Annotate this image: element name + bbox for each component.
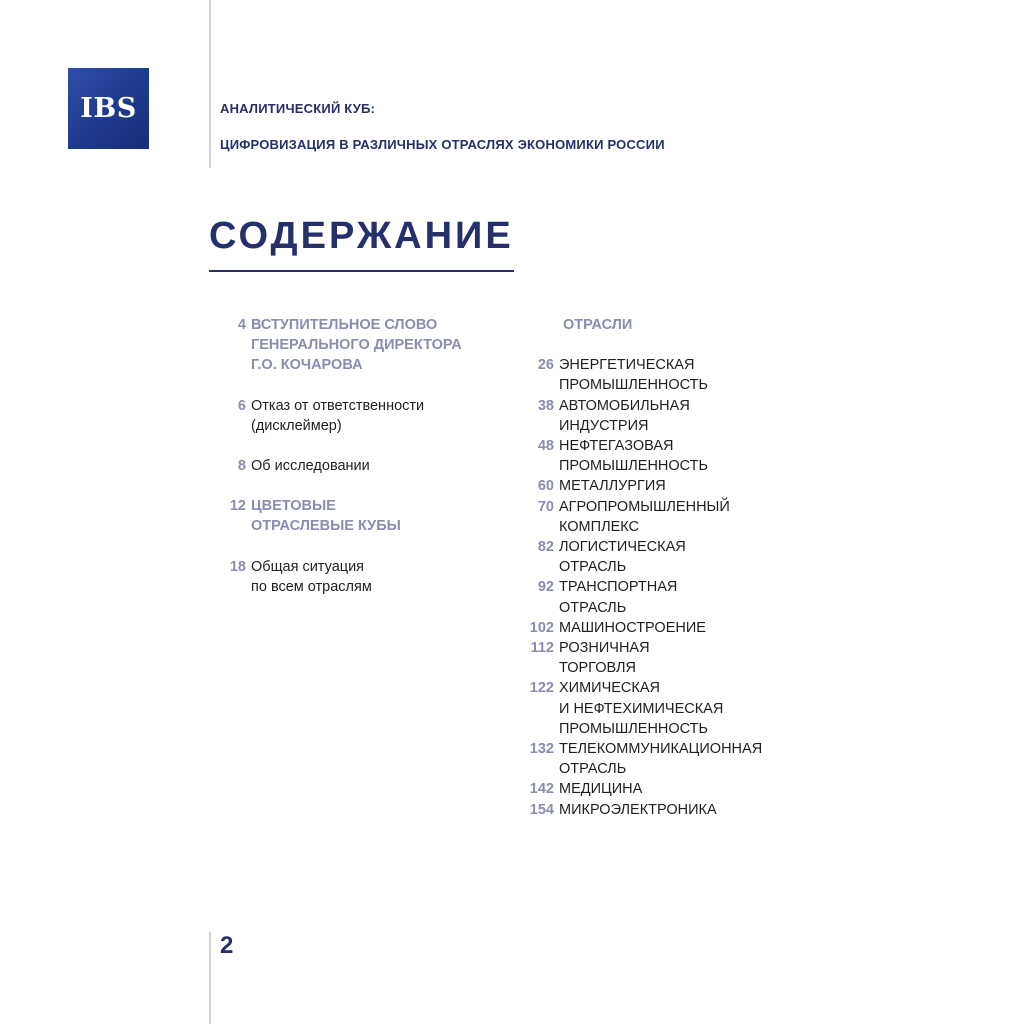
toc-page-number: 48	[537, 438, 554, 454]
toc-entry[interactable]	[522, 800, 822, 820]
toc-entry-title	[251, 315, 462, 376]
toc-page-number: 142	[529, 781, 554, 798]
toc-entry[interactable]	[214, 496, 504, 536]
toc-entry[interactable]	[214, 315, 504, 376]
page-title: СОДЕРЖАНИЕ	[209, 215, 514, 257]
toc-entry-line: (дисклеймер)	[251, 417, 342, 434]
section-title-industries: ОТРАСЛИ	[563, 317, 633, 333]
toc-entry-line: ОТРАСЛЬ	[559, 559, 627, 576]
toc-entry[interactable]	[214, 456, 504, 476]
toc-entry-title	[559, 779, 642, 799]
toc-entry-line: Г.О. КОЧАРОВА	[251, 357, 363, 374]
toc-entry[interactable]	[522, 396, 822, 436]
toc-entry-line: Общая ситуация	[251, 558, 365, 575]
toc-page-number: 70	[537, 498, 554, 515]
toc-page-number: 12	[229, 498, 246, 515]
toc-entry-title	[559, 476, 666, 496]
toc-entry-line: ГЕНЕРАЛЬНОГО ДИРЕКТОРА	[251, 337, 462, 354]
toc-entry-line: ХИМИЧЕСКАЯ	[559, 680, 660, 697]
toc-entry[interactable]	[214, 396, 504, 436]
toc-entry-title	[559, 638, 650, 678]
toc-entry-line: ПРОМЫШЛЕННОСТЬ	[559, 458, 709, 475]
toc-page-number: 8	[237, 458, 246, 475]
logo-text: IBS	[80, 93, 137, 124]
toc-entry-line: МЕТАЛЛУРГИЯ	[559, 478, 666, 495]
toc-entry-line: ТЕЛЕКОММУНИКАЦИОННАЯ	[559, 741, 763, 758]
toc-entry-line: РОЗНИЧНАЯ	[559, 640, 650, 657]
toc-entry-line: МАШИНОСТРОЕНИЕ	[559, 619, 706, 636]
toc-entry-line: Отказ от ответственности	[251, 397, 425, 414]
toc-entry-title	[559, 678, 723, 739]
toc-entry-line: Об исследовании	[251, 458, 370, 475]
toc-entry-line: ПРОМЫШЛЕННОСТЬ	[559, 720, 709, 737]
entry-gap	[214, 476, 504, 496]
toc-entry-line: по всем отраслям	[251, 578, 372, 595]
toc-entry[interactable]	[522, 739, 822, 779]
toc-entry[interactable]	[522, 436, 822, 476]
toc-entry-line: ЛОГИСТИЧЕСКАЯ	[559, 539, 686, 556]
header-line-1: АНАЛИТИЧЕСКИЙ КУБ:	[220, 101, 376, 116]
toc-entry-title	[559, 800, 717, 820]
toc-entry[interactable]	[522, 476, 822, 496]
toc-entry[interactable]	[522, 638, 822, 678]
toc-entry-line: ЭНЕРГЕТИЧЕСКАЯ	[559, 357, 695, 374]
toc-entry-line: ПРОМЫШЛЕННОСТЬ	[559, 377, 709, 394]
toc-entry-title	[251, 396, 424, 436]
toc-entry-line: ОТРАСЛЬ	[559, 599, 627, 616]
title-underline	[209, 270, 514, 272]
toc-page-number: 102	[529, 619, 554, 636]
toc-entry-line: КОМПЛЕКС	[559, 518, 640, 535]
toc-entry-title	[251, 557, 372, 597]
toc-entry[interactable]	[522, 779, 822, 799]
toc-entry-line: ОТРАСЛЕВЫЕ КУБЫ	[251, 518, 401, 535]
toc-entry-title	[559, 618, 706, 638]
toc-entry-title	[559, 497, 730, 537]
toc-page-number: 60	[537, 478, 554, 495]
toc-entry[interactable]	[522, 537, 822, 577]
toc-entry-line: МИКРОЭЛЕКТРОНИКА	[559, 801, 717, 818]
entry-gap	[214, 376, 504, 396]
toc-page-number: 122	[529, 680, 554, 697]
vertical-rule-top	[209, 0, 211, 168]
section-gap	[522, 335, 822, 355]
toc-entry-line: МЕДИЦИНА	[559, 781, 643, 798]
vertical-rule-bottom	[209, 932, 211, 1024]
toc-entry[interactable]	[522, 678, 822, 739]
toc-entry-line: ОТРАСЛЬ	[559, 761, 627, 778]
toc-entry-line: НЕФТЕГАЗОВАЯ	[559, 438, 674, 454]
toc-entry[interactable]	[522, 497, 822, 537]
toc-entry[interactable]	[522, 618, 822, 638]
toc-entry-title	[559, 436, 708, 476]
toc-page-number: 6	[237, 397, 246, 414]
toc-page-number: 4	[237, 317, 246, 333]
toc-entry-title	[559, 396, 690, 436]
toc-entry[interactable]	[522, 355, 822, 395]
toc-entry[interactable]	[214, 557, 504, 597]
toc-entry-title	[559, 537, 686, 577]
toc-entry[interactable]	[522, 577, 822, 617]
entry-gap	[214, 436, 504, 456]
entry-gap	[214, 537, 504, 557]
ibs-logo	[68, 68, 149, 149]
header-line-2: ЦИФРОВИЗАЦИЯ В РАЗЛИЧНЫХ ОТРАСЛЯХ ЭКОНОМИКИ РОССИИ	[220, 137, 665, 152]
toc-right-column	[522, 315, 822, 820]
toc-entry-line: И НЕФТЕХИМИЧЕСКАЯ	[559, 700, 724, 717]
toc-entry-line: ТОРГОВЛЯ	[559, 660, 636, 677]
toc-entry-title	[559, 739, 762, 779]
toc-page-number: 92	[537, 579, 554, 596]
toc-left-column	[214, 315, 504, 597]
toc-entry-title	[559, 577, 677, 617]
toc-entry-line: АГРОПРОМЫШЛЕННЫЙ	[559, 498, 730, 515]
page-number: 2	[220, 932, 234, 959]
toc-entry-line: ВСТУПИТЕЛЬНОЕ СЛОВО	[251, 317, 438, 333]
toc-entry-line: ЦВЕТОВЫЕ	[251, 498, 336, 515]
toc-entry-line: АВТОМОБИЛЬНАЯ	[559, 397, 690, 414]
toc-entry-title	[559, 355, 708, 395]
toc-page-number: 26	[537, 357, 554, 374]
toc-page-number: 132	[529, 741, 554, 758]
toc-entry-title	[251, 496, 401, 536]
toc-page-number: 18	[229, 558, 246, 575]
toc-page-number: 112	[530, 640, 554, 657]
toc-page-number: 154	[529, 801, 554, 818]
toc-page-number: 82	[537, 539, 554, 556]
toc-entry-line: ИНДУСТРИЯ	[559, 417, 649, 434]
toc-entry-title	[251, 456, 370, 476]
toc-entry-line: ТРАНСПОРТНАЯ	[559, 579, 678, 596]
toc-page-number: 38	[537, 397, 554, 414]
